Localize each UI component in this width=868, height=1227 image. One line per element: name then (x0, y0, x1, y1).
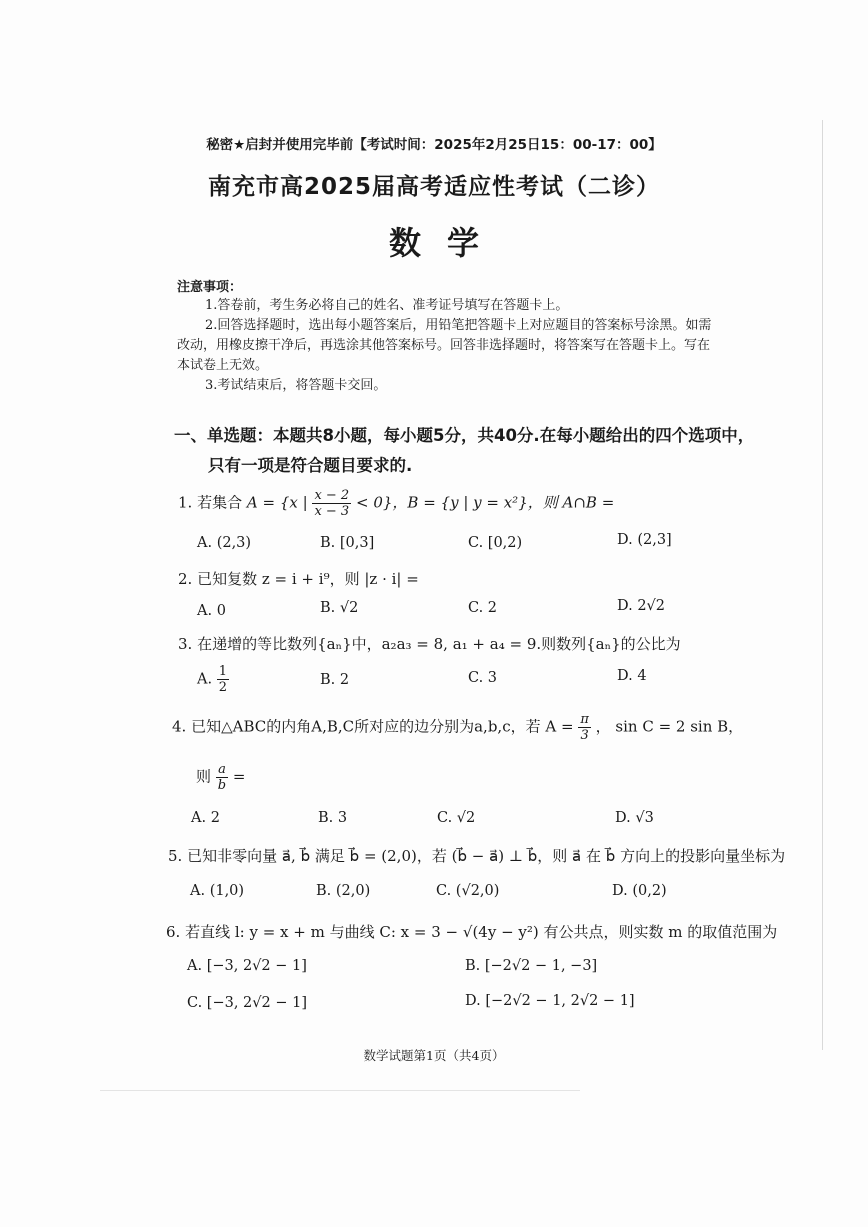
q1-option-d: D. (2,3] (617, 532, 672, 548)
question-text: 则 (196, 767, 212, 786)
section-heading-line-2: 只有一项是符合题目要求的. (208, 456, 413, 475)
question-number: 4. (172, 717, 187, 736)
question-number: 1. (178, 493, 193, 512)
notice-item-2-line-2: 改动，用橡皮擦干净后，再选涂其他答案标号。回答非选择题时，将答案写在答题卡上。写在 (177, 338, 711, 353)
fraction (312, 488, 351, 519)
exam-title: 南充市高2025届高考适应性考试（二诊） (207, 174, 660, 200)
page-edge-bottom (100, 1090, 580, 1091)
denominator: 3 (580, 728, 589, 743)
page-footer: 数学试题第1页（共4页） (363, 1048, 505, 1063)
question-text: 已知复数 z = i + i⁹，则 |z · i| = (197, 570, 419, 588)
denominator: b (217, 778, 227, 793)
option-label: A. (197, 671, 213, 688)
q3-option-c: C. 3 (468, 670, 498, 686)
question-text: ， sin C = 2 sin B， (595, 717, 744, 736)
q4-option-c: C. √2 (437, 810, 476, 826)
q1-option-b: B. [0,3] (320, 535, 375, 551)
q2-option-a: A. 0 (197, 603, 226, 619)
q1-option-a: A. (2,3) (197, 535, 252, 551)
numerator: 1 (218, 664, 227, 679)
q4-option-a: A. 2 (191, 810, 220, 826)
numerator: x − 2 (314, 488, 350, 503)
q6-option-d: D. [−2√2 − 1, 2√2 − 1] (465, 993, 635, 1009)
question-6 (166, 921, 777, 942)
notice-item-2-line-3: 本试卷上无效。 (177, 358, 269, 373)
q5-option-d: D. (0,2) (612, 883, 667, 899)
math-expression: < 0}，B = {y | y = x²}，则 A∩B = (355, 493, 615, 512)
q4-option-d: D. √3 (615, 810, 654, 826)
q5-option-b: B. (2,0) (316, 883, 371, 899)
question-3 (178, 633, 681, 654)
question-number: 3. (178, 635, 193, 653)
question-text: 已知非零向量 a⃗, b⃗ 满足 b⃗ = (2,0)，若 (b⃗ − a⃗) ⊥ b⃗，则 a⃗ 在 b⃗ 方向上的投影向量坐标为 (187, 847, 786, 865)
question-number: 6. (166, 923, 181, 941)
denominator: 2 (218, 680, 227, 695)
q5-option-a: A. (1,0) (190, 883, 245, 899)
q5-option-c: C. (√2,0) (436, 883, 500, 899)
fraction (216, 762, 228, 793)
q3-option-a (197, 664, 229, 695)
question-number: 5. (168, 847, 183, 865)
notice-item-2-line-1: 2.回答选择题时，选出每小题答案后，用铅笔把答题卡上对应题目的答案标号涂黑。如需 (205, 318, 712, 333)
question-text: 在递增的等比数列{aₙ}中，a₂a₃ = 8, a₁ + a₄ = 9.则数列{aₙ}的公比为 (197, 635, 681, 653)
confidential-line: 秘密★启封并使用完毕前【考试时间：2025年2月25日15：00-17：00】 (206, 137, 662, 153)
math-expression: A = {x | (246, 493, 308, 512)
question-number: 2. (178, 570, 193, 588)
notice-heading: 注意事项： (177, 280, 243, 295)
question-text: 若直线 l: y = x + m 与曲线 C: x = 3 − √(4y − y²) 有公共点，则实数 m 的取值范围为 (185, 923, 778, 941)
q6-option-c: C. [−3, 2√2 − 1] (187, 995, 307, 1011)
question-text: = (232, 767, 246, 786)
question-text: 已知△ABC的内角A,B,C所对应的边分别为a,b,c，若 A = (191, 717, 574, 736)
question-2 (178, 568, 419, 589)
q2-option-b: B. √2 (320, 600, 359, 616)
question-4-line-2 (196, 762, 245, 793)
numerator: a (216, 762, 228, 778)
fraction (578, 712, 591, 743)
q6-option-b: B. [−2√2 − 1, −3] (465, 958, 598, 974)
subject-title: 数学 (388, 224, 505, 262)
q6-option-a: A. [−3, 2√2 − 1] (187, 958, 307, 974)
q1-option-c: C. [0,2) (468, 535, 523, 551)
q3-option-b: B. 2 (320, 672, 350, 688)
question-4 (172, 712, 743, 743)
section-heading-line-1: 一、单选题：本题共8小题，每小题5分，共40分.在每小题给出的四个选项中， (174, 426, 755, 445)
q2-option-c: C. 2 (468, 600, 498, 616)
question-1 (178, 488, 614, 519)
question-text: 若集合 (197, 493, 243, 512)
notice-item-1: 1.答卷前，考生务必将自己的姓名、准考证号填写在答题卡上。 (205, 298, 569, 313)
q2-option-d: D. 2√2 (617, 598, 666, 614)
question-5 (168, 845, 785, 866)
notice-item-3: 3.考试结束后，将答题卡交回。 (205, 378, 387, 393)
q3-option-d: D. 4 (617, 668, 647, 684)
q4-option-b: B. 3 (318, 810, 348, 826)
numerator: π (580, 712, 589, 727)
denominator: x − 3 (314, 504, 350, 519)
fraction (217, 664, 229, 695)
